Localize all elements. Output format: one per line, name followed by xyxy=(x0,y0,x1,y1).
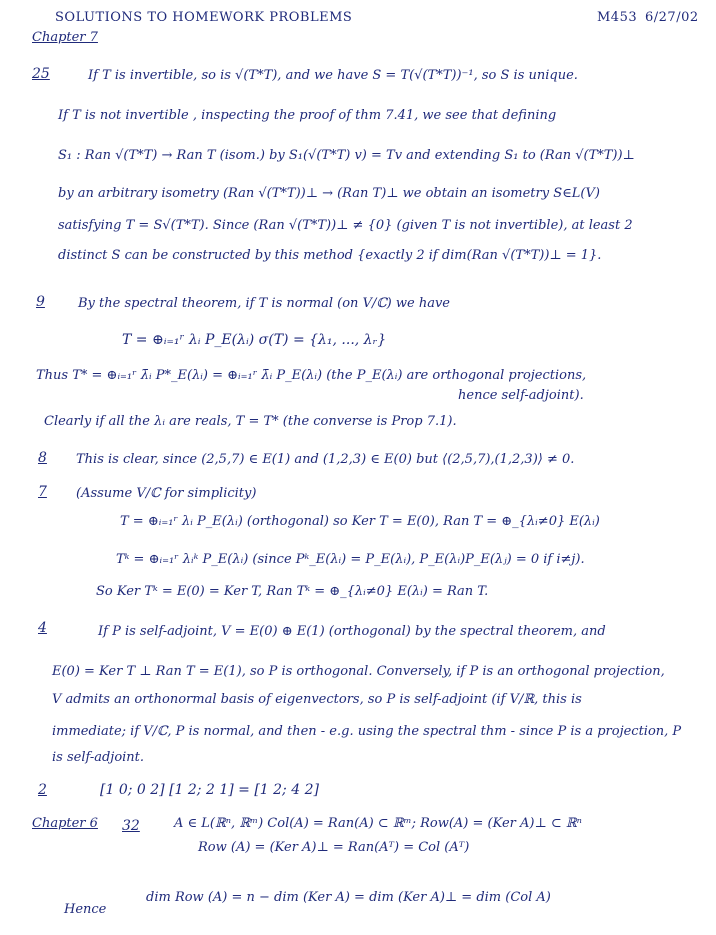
problem-7-line-2: T = ⊕ᵢ₌₁ʳ λᵢ P_E(λᵢ) (orthogonal) so Ker T = E(0), Ran T = ⊕_{λᵢ≠0} E(λᵢ) xyxy=(120,514,600,529)
problem-4-line-3: V admits an orthonormal basis of eigenvectors, so P is self-adjoint (if V/ℝ, this is xyxy=(52,692,582,707)
problem-9-line-2: T = ⊕ᵢ₌₁ʳ λᵢ P_E(λᵢ) σ(T) = {λ₁, ..., λᵣ} xyxy=(122,332,387,348)
problem-25-line-3: S₁ : Ran √(T*T) → Ran T (isom.) by S₁(√(T*T) v) = Tv and extending S₁ to (Ran √(T*T))⊥ xyxy=(58,148,635,163)
problem-32-line-1: A ∈ L(ℝⁿ, ℝᵐ) Col(A) = Ran(A) ⊂ ℝᵐ; Row(A) = (Ker A)⊥ ⊂ ℝⁿ xyxy=(174,816,582,831)
problem-4-number: 4 xyxy=(38,620,47,636)
hence-label: Hence xyxy=(64,902,107,917)
problem-25-line-4: by an arbitrary isometry (Ran √(T*T))⊥ → (Ran T)⊥ we obtain an isometry S∈L(V) xyxy=(58,186,600,201)
problem-8-number: 8 xyxy=(38,450,47,466)
problem-9-line-3: Thus T* = ⊕ᵢ₌₁ʳ λ̄ᵢ P*_E(λᵢ) = ⊕ᵢ₌₁ʳ λ̄ᵢ P_E(λᵢ) (the P_E(λᵢ) are orthogonal projections, xyxy=(36,368,587,383)
problem-25-line-1: If T is invertible, so is √(T*T), and we have S = T(√(T*T))⁻¹, so S is unique. xyxy=(88,68,578,83)
course-code: M453 xyxy=(597,10,638,25)
problem-9-line-4: hence self-adjoint). xyxy=(458,388,584,403)
problem-7-line-3: Tᵏ = ⊕ᵢ₌₁ʳ λᵢᵏ P_E(λᵢ) (since Pᵏ_E(λᵢ) = P_E(λᵢ), P_E(λᵢ)P_E(λⱼ) = 0 if i≠j). xyxy=(116,552,585,567)
problem-25-line-6: distinct S can be constructed by this method {exactly 2 if dim(Ran √(T*T))⊥ = 1}. xyxy=(58,248,602,263)
chapter-7-heading: Chapter 7 xyxy=(32,30,98,45)
problem-32-number: 32 xyxy=(122,818,140,834)
problem-7-number: 7 xyxy=(38,484,47,500)
problem-4-line-1: If P is self-adjoint, V = E(0) ⊕ E(1) (orthogonal) by the spectral theorem, and xyxy=(98,624,606,639)
problem-2-line-1: [1 0; 0 2] [1 2; 2 1] = [1 2; 4 2] xyxy=(100,782,319,798)
problem-32-line-2: Row (A) = (Ker A)⊥ = Ran(Aᵀ) = Col (Aᵀ) xyxy=(198,840,470,855)
problem-25-line-2: If T is not invertible , inspecting the proof of thm 7.41, we see that defining xyxy=(58,108,557,123)
problem-25-line-5: satisfying T = S√(T*T). Since (Ran √(T*T))⊥ ≠ {0} (given T is not invertible), at least 2 xyxy=(58,218,633,233)
problem-7-line-1: (Assume V/ℂ for simplicity) xyxy=(76,486,257,501)
problem-9-line-1: By the spectral theorem, if T is normal (on V/ℂ) we have xyxy=(78,296,450,311)
problem-4-line-2: E(0) = Ker T ⊥ Ran T = E(1), so P is orthogonal. Conversely, if P is an orthogonal projection, xyxy=(52,664,665,679)
problem-7-line-4: So Ker Tᵏ = E(0) = Ker T, Ran Tᵏ = ⊕_{λᵢ≠0} E(λᵢ) = Ran T. xyxy=(96,584,489,599)
problem-4-line-4: immediate; if V/ℂ, P is normal, and then - e.g. using the spectral thm - since P is a projection, P xyxy=(52,724,682,739)
date: 6/27/02 xyxy=(645,10,699,25)
problem-32-line-3: dim Row (A) = n − dim (Ker A) = dim (Ker A)⊥ = dim (Col A) xyxy=(146,890,551,905)
problem-8-line-1: This is clear, since (2,5,7) ∈ E(1) and (1,2,3) ∈ E(0) but ⟨(2,5,7),(1,2,3)⟩ ≠ 0. xyxy=(76,452,575,467)
chapter-6-heading: Chapter 6 xyxy=(32,816,98,831)
problem-4-line-5: is self-adjoint. xyxy=(52,750,145,765)
problem-9-line-5: Clearly if all the λᵢ are reals, T = T* (the converse is Prop 7.1). xyxy=(44,414,457,429)
problem-25-number: 25 xyxy=(32,66,50,82)
problem-9-number: 9 xyxy=(36,294,45,310)
document-title: SOLUTIONS TO HOMEWORK PROBLEMS xyxy=(55,10,353,25)
problem-2-number: 2 xyxy=(38,782,47,798)
